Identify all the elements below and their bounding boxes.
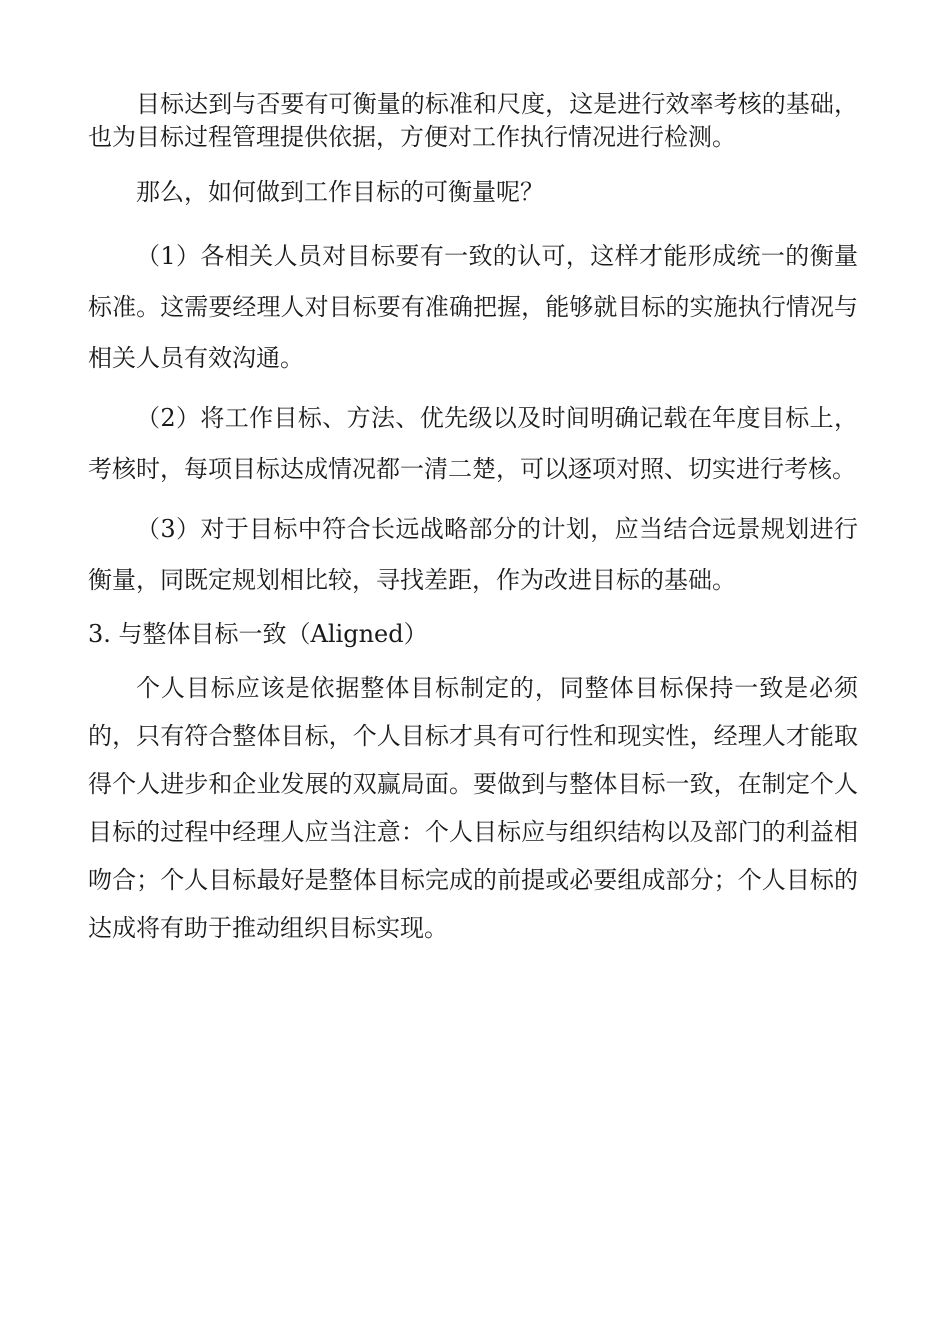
paragraph-item-1: （1）各相关人员对目标要有一致的认可，这样才能形成统一的衡量标准。这需要经理人对目标要有准确把握，能够就目标的实施执行情况与相关人员有效沟通。 — [88, 242, 858, 372]
paragraph-item-3: （3）对于目标中符合长远战略部分的计划，应当结合远景规划进行衡量，同既定规划相比较，寻找差距，作为改进目标的基础。 — [88, 515, 858, 594]
document-page — [88, 88, 858, 952]
paragraph-item-2: （2）将工作目标、方法、优先级以及时间明确记载在年度目标上，考核时，每项目标达成情况都一清二楚，可以逐项对照、切实进行考核。 — [88, 404, 858, 483]
section-heading: 3. 与整体目标一致（Aligned） — [88, 620, 428, 648]
paragraph-aligned-body: 个人目标应该是依据整体目标制定的，同整体目标保持一致是必须的，只有符合整体目标，个人目标才具有可行性和现实性，经理人才能取得个人进步和企业发展的双赢局面。要做到与整体目标一致，在制定个人目标的过程中经理人应当注意：个人目标应与组织结构以及部门的利益相吻合；个人目标最好是整体目标完成的前提或必要组成部分；个人目标的达成将有助于推动组织目标实现。 — [88, 674, 858, 942]
paragraph-measurability-intro: 目标达到与否要有可衡量的标准和尺度，这是进行效率考核的基础，也为目标过程管理提供依据，方便对工作执行情况进行检测。 — [88, 90, 858, 151]
paragraph-question: 那么，如何做到工作目标的可衡量呢？ — [136, 178, 544, 206]
